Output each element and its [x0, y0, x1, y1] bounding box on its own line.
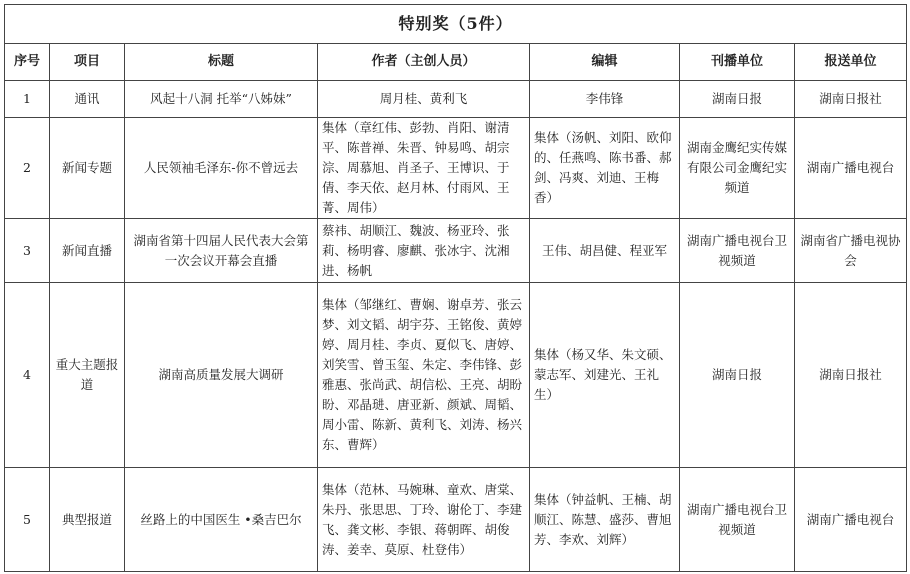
cell-editors: 集体（汤帆、刘阳、欧仰的、任燕鸣、陈书番、郝剑、冯爽、刘迪、王梅香） — [530, 118, 680, 219]
title-row — [5, 5, 907, 44]
table-row — [5, 468, 907, 572]
cell-submitter: 湖南广播电视台 — [795, 468, 907, 572]
cell-headline: 人民领袖毛泽东-你不曾远去 — [125, 118, 318, 219]
cell-submitter: 湖南省广播电视协会 — [795, 219, 907, 283]
cell-no: 1 — [5, 81, 50, 118]
cell-no: 5 — [5, 468, 50, 572]
cell-authors: 蔡祎、胡顺江、魏波、杨亚玲、张莉、杨明睿、廖麒、张冰宇、沈湘进、杨帆 — [318, 219, 530, 283]
cell-no: 2 — [5, 118, 50, 219]
table-title: 特别奖（5件） — [5, 5, 907, 44]
header-headline: 标题 — [125, 44, 318, 81]
cell-headline: 湖南高质量发展大调研 — [125, 283, 318, 468]
cell-editors: 集体（杨又华、朱文硕、蒙志军、刘建光、王礼生） — [530, 283, 680, 468]
cell-submitter: 湖南日报社 — [795, 283, 907, 468]
table-row — [5, 118, 907, 219]
award-table — [4, 4, 907, 572]
header-category: 项目 — [50, 44, 125, 81]
header-authors: 作者（主创人员） — [318, 44, 530, 81]
cell-category: 新闻专题 — [50, 118, 125, 219]
cell-authors: 周月桂、黄利飞 — [318, 81, 530, 118]
cell-category: 新闻直播 — [50, 219, 125, 283]
table-row — [5, 283, 907, 468]
table-row — [5, 219, 907, 283]
header-publisher: 刊播单位 — [680, 44, 795, 81]
cell-headline: 风起十八洞 托举“八姊妹” — [125, 81, 318, 118]
cell-authors: 集体（章红伟、彭勃、肖阳、谢清平、陈普禅、朱晋、钟易鸣、胡宗淙、周慕旭、肖圣子、王博识、于倩、李天依、赵月林、付雨风、王菁、周伟） — [318, 118, 530, 219]
cell-authors: 集体（范林、马婉琳、童欢、唐棠、朱丹、张思思、丁玲、谢伦丁、李建飞、龚文彬、李银、蒋朝晖、胡俊涛、姜幸、莫原、杜登伟） — [318, 468, 530, 572]
cell-submitter: 湖南日报社 — [795, 81, 907, 118]
header-no: 序号 — [5, 44, 50, 81]
header-row — [5, 44, 907, 81]
table-row — [5, 81, 907, 118]
cell-category: 重大主题报道 — [50, 283, 125, 468]
cell-submitter: 湖南广播电视台 — [795, 118, 907, 219]
cell-no: 3 — [5, 219, 50, 283]
cell-publisher: 湖南广播电视台卫视频道 — [680, 219, 795, 283]
cell-category: 通讯 — [50, 81, 125, 118]
cell-headline: 丝路上的中国医生 •桑吉巴尔 — [125, 468, 318, 572]
cell-authors: 集体（邹继红、曹娴、谢卓芳、张云梦、刘文韬、胡宇芬、王铭俊、黄婷婷、周月桂、李贞、夏似飞、唐婷、刘笑雪、曾玉玺、朱定、李伟锋、彭雅惠、张尚武、胡信松、王亮、胡盼盼、邓晶琎、唐亚新、颜斌、周韬、周小雷、陈新、黄利飞、刘涛、杨兴东、曹辉） — [318, 283, 530, 468]
cell-no: 4 — [5, 283, 50, 468]
cell-publisher: 湖南日报 — [680, 81, 795, 118]
cell-editors: 王伟、胡昌健、程亚军 — [530, 219, 680, 283]
header-editors: 编辑 — [530, 44, 680, 81]
cell-category: 典型报道 — [50, 468, 125, 572]
cell-publisher: 湖南日报 — [680, 283, 795, 468]
cell-publisher: 湖南广播电视台卫视频道 — [680, 468, 795, 572]
cell-editors: 李伟锋 — [530, 81, 680, 118]
cell-headline: 湖南省第十四届人民代表大会第一次会议开幕会直播 — [125, 219, 318, 283]
cell-publisher: 湖南金鹰纪实传媒有限公司金鹰纪实频道 — [680, 118, 795, 219]
cell-editors: 集体（钟益帆、王楠、胡顺江、陈慧、盛莎、曹旭芳、李欢、刘辉） — [530, 468, 680, 572]
header-submitter: 报送单位 — [795, 44, 907, 81]
